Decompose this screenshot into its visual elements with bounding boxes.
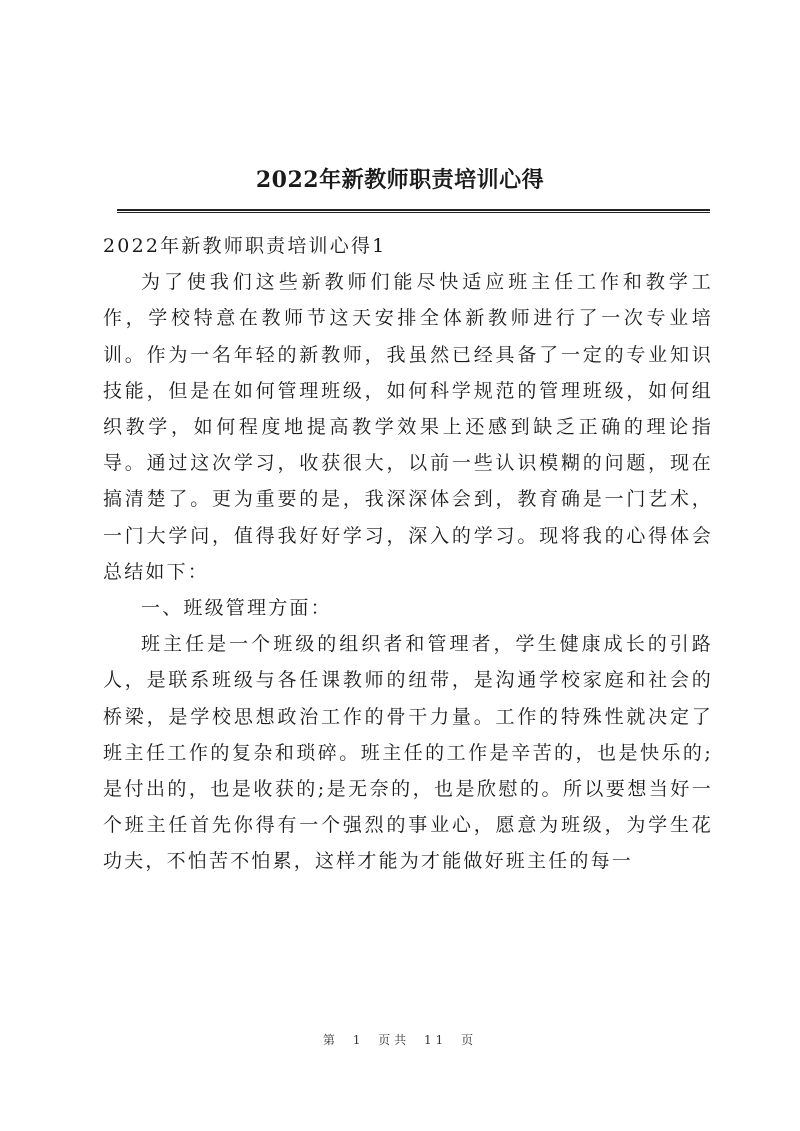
paragraph-intro: 为了使我们这些新教师们能尽快适应班主任工作和教学工作，学校特意在教师节这天安排全体新教师进行了一次专业培训。作为一名年轻的新教师，我虽然已经具备了一定的专业知识技能，但是在如何管理班级，如何科学规范的管理班级，如何组织教学，如何程度地提高教学效果上还感到缺乏正确的理论指导。通过这次学习，收获很大，以前一些认识模糊的问题，现在搞清楚了。更为重要的是，我深深体会到，教育确是一门艺术，一门大学问，值得我好好学习，深入的学习。现将我的心得体会总结如下：	[103, 271, 713, 583]
title-divider	[117, 209, 710, 213]
page-footer: 第 1 页共 11 页	[322, 1033, 478, 1047]
paragraph-heading-class-management: 一、班级管理方面：	[141, 597, 332, 620]
document-body	[103, 228, 713, 880]
section-title: 2022年新教师职责培训心得1	[103, 235, 387, 257]
document-title: 2022年新教师职责培训心得	[255, 167, 545, 193]
paragraph-class-teacher-role: 班主任是一个班级的组织者和管理者，学生健康成长的引路人，是联系班级与各任课教师的纽带，是沟通学校家庭和社会的桥梁，是学校思想政治工作的骨干力量。工作的特殊性就决定了班主任工作的复杂和琐碎。班主任的工作是辛苦的，也是快乐的;是付出的，也是收获的;是无奈的，也是欣慰的。所以要想当好一个班主任首先你得有一个强烈的事业心，愿意为班级，为学生花功夫，不怕苦不怕累，这样才能为才能做好班主任的每一	[103, 633, 713, 873]
